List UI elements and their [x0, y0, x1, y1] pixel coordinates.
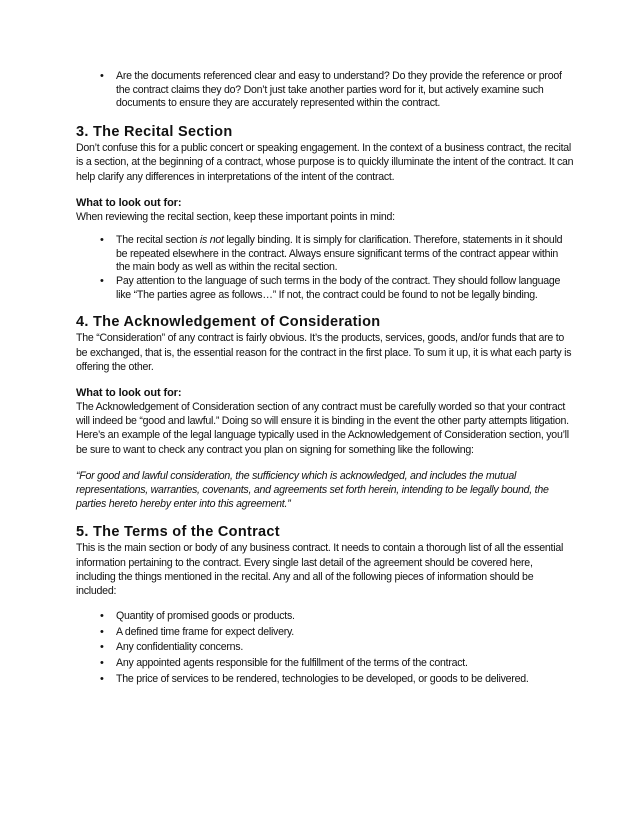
- subheading: What to look out for:: [76, 387, 182, 400]
- section-consideration: [76, 313, 574, 511]
- top-bullet-list: [76, 70, 574, 111]
- terms-bullet-list: [76, 609, 574, 687]
- section-intro: This is the main section or body of any business contract. It needs to contain a thorough list of all the essential information pertaining to the contract. Every single last detail of the agreement should be covered here, including the things mentioned in the recital. Any and all of the following pieces of information should be included:: [76, 542, 564, 598]
- section-intro: Don’t confuse this for a public concert or speaking engagement. In the context of a business contract, the recital is a section, at the beginning of a contract, whose purpose is to quickly illuminate the intent of the contract. It can help clarify any differences in interpretations of the intent of the contract.: [76, 142, 574, 183]
- section-terms: [76, 523, 574, 687]
- lead-text: When reviewing the recital section, keep these important points in mind:: [76, 210, 395, 223]
- list-item: [116, 234, 574, 275]
- text-run: The recital section: [116, 233, 200, 246]
- list-item: • Any appointed agents responsible for the fulfillment of the terms of the contract.: [116, 656, 574, 672]
- section-recital: [76, 123, 574, 302]
- body-text: The Acknowledgement of Consideration section of any contract must be carefully worded so that your contract will indeed be “good and lawful.” Doing so will ensure it is binding in the event the other party attempts litigation. Here’s an example of the legal language typically used in the Acknowledgement of Consideration section, you’ll be sure to want to check any contract you plan on signing for something like the following:: [76, 401, 569, 456]
- legal-quote: “For good and lawful consideration, the sufficiency which is acknowledged, and includes the mutual representations, warranties, covenants, and agreements set forth herein, intending to be legally bound, the parties hereto hereby enter into this agreement.”: [76, 469, 549, 511]
- list-item: • The price of services to be rendered, technologies to be developed, or goods to be delivered.: [116, 672, 574, 688]
- recital-bullet-list: [76, 234, 574, 303]
- emphasis-text: is not: [199, 233, 224, 246]
- text-run: legally binding. It is simply for clarification. Therefore, statements in it should be repeated elsewhere in the contract. Always ensure significant terms of the contract appear within the main body as well as within the recital section.: [116, 233, 563, 274]
- list-item: • Quantity of promised goods or products.: [116, 609, 574, 625]
- list-item: • Pay attention to the language of such terms in the body of the contract. They should follow language like “The parties agree as follows…” If not, the contract could be found to not be legally binding.: [116, 275, 574, 302]
- section-intro: The “Consideration” of any contract is fairly obvious. It’s the products, services, goods, and/or funds that are to be exchanged, that is, the essential reason for the contract in the first place. To sum it up, it is what each party is offering the other.: [76, 332, 572, 373]
- section-heading: 5. The Terms of the Contract: [76, 524, 280, 541]
- section-heading: 4. The Acknowledgement of Consideration: [76, 314, 381, 331]
- list-item: • Any confidentiality concerns.: [116, 640, 574, 656]
- list-item: • A defined time frame for expect delivery.: [116, 625, 574, 641]
- section-heading: 3. The Recital Section: [76, 124, 233, 141]
- list-item: • Are the documents referenced clear and easy to understand? Do they provide the reference or proof the contract claims they do? Don’t just take another parties word for it, but actively examine such documents to ensure they are accurately represented within the contract.: [116, 70, 574, 111]
- subheading: What to look out for:: [76, 196, 182, 209]
